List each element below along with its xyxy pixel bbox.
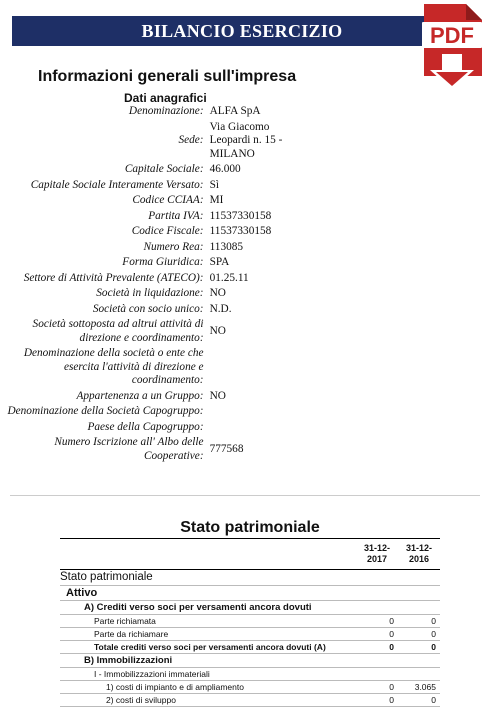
balance-sheet-row xyxy=(60,628,440,641)
balance-sheet-row xyxy=(60,601,440,615)
document-banner: BILANCIO ESERCIZIO xyxy=(12,16,472,46)
info-value xyxy=(210,420,300,436)
balance-sheet-value-2017 xyxy=(356,668,398,681)
info-label: Capitale Sociale Interamente Versato: xyxy=(30,178,204,191)
info-value: NO xyxy=(209,324,226,337)
info-label: Codice CCIAA: xyxy=(132,194,204,206)
info-value: ALFA SpA xyxy=(209,105,261,117)
info-row xyxy=(0,302,300,318)
info-label: Codice Fiscale: xyxy=(131,225,204,237)
info-label: Società in liquidazione: xyxy=(96,287,204,299)
info-label: Denominazione della società o ente che esercita l'attività di direzione e coordinamento: xyxy=(23,347,204,386)
info-label: Capitale Sociale: xyxy=(124,163,204,175)
balance-sheet-value-2017 xyxy=(356,601,398,615)
balance-sheet-row-label: Parte da richiamare xyxy=(60,628,356,641)
header-spacer xyxy=(60,539,356,570)
balance-sheet-value-2017: 0 xyxy=(356,694,398,707)
info-value: Sì xyxy=(209,178,219,191)
info-label: Settore di Attività Prevalente (ATECO): xyxy=(23,271,204,284)
info-label: Numero Iscrizione all' Albo delle Cooperative: xyxy=(54,436,204,462)
balance-sheet-row xyxy=(60,681,440,694)
balance-sheet-row-label: 1) costi di impianto e di ampliamento xyxy=(60,681,356,694)
info-value: MI xyxy=(209,194,224,206)
balance-sheet-value-2016: 3.065 xyxy=(398,681,440,694)
info-label: Denominazione: xyxy=(128,105,204,117)
balance-sheet-row xyxy=(60,694,440,707)
balance-sheet-row xyxy=(60,615,440,628)
balance-sheet-row xyxy=(60,641,440,654)
balance-sheet-value-2017 xyxy=(356,586,398,601)
section-divider xyxy=(10,495,480,496)
balance-sheet-value-2017: 0 xyxy=(356,628,398,641)
balance-sheet-row-label: B) Immobilizzazioni xyxy=(60,654,356,668)
info-label: Forma Giuridica: xyxy=(122,256,204,268)
balance-sheet-row-label: Totale crediti verso soci per versamenti ancora dovuti (A) xyxy=(60,641,356,654)
balance-sheet-value-2016 xyxy=(398,601,440,615)
registry-data-table xyxy=(0,104,300,464)
info-row xyxy=(0,255,300,271)
balance-sheet-row xyxy=(60,586,440,601)
info-label: Appartenenza a un Gruppo: xyxy=(76,389,204,402)
column-year-2017: 31-12-2017 xyxy=(356,539,398,570)
info-value: 46.000 xyxy=(209,163,241,175)
info-row xyxy=(0,346,300,389)
balance-sheet-value-2016: 0 xyxy=(398,615,440,628)
balance-sheet-row-label: 2) costi di sviluppo xyxy=(60,694,356,707)
info-value: 11537330158 xyxy=(209,225,272,237)
pdf-icon-label: PDF xyxy=(430,23,474,48)
info-row xyxy=(0,178,300,194)
balance-sheet-value-2016 xyxy=(398,570,440,586)
info-label: Numero Rea: xyxy=(143,240,204,253)
balance-sheet-value-2017 xyxy=(356,570,398,586)
info-row xyxy=(0,224,300,240)
balance-sheet-row-label: Parte richiamata xyxy=(60,615,356,628)
balance-sheet-value-2016: 0 xyxy=(398,694,440,707)
info-value: 01.25.11 xyxy=(209,271,249,284)
info-row xyxy=(0,389,300,405)
info-value xyxy=(210,346,300,389)
balance-sheet-row xyxy=(60,654,440,668)
balance-sheet-value-2017: 0 xyxy=(356,641,398,654)
info-label: Partita IVA: xyxy=(148,209,204,222)
info-row xyxy=(0,162,300,178)
registry-data-subtitle: Dati anagrafici xyxy=(124,91,207,105)
info-row xyxy=(0,420,300,436)
balance-sheet-value-2016 xyxy=(398,586,440,601)
info-value: NO xyxy=(209,287,226,299)
balance-sheet-value-2017: 0 xyxy=(356,615,398,628)
balance-sheet-row xyxy=(60,668,440,681)
info-row xyxy=(0,240,300,256)
info-row xyxy=(0,209,300,225)
balance-sheet-value-2016: 0 xyxy=(398,641,440,654)
info-value xyxy=(210,404,300,420)
info-row xyxy=(0,104,300,120)
balance-sheet-row-label: Stato patrimoniale xyxy=(60,570,356,586)
pdf-download-icon[interactable] xyxy=(418,2,486,92)
info-value: 777568 xyxy=(209,442,244,455)
info-label: Denominazione della Società Capogruppo: xyxy=(7,405,204,417)
info-row xyxy=(0,435,300,464)
info-value: SPA xyxy=(209,256,230,268)
general-info-title: Informazioni generali sull'impresa xyxy=(38,68,297,85)
balance-sheet-header-row xyxy=(60,539,440,570)
info-label: Sede: xyxy=(178,134,204,146)
info-row xyxy=(0,193,300,209)
balance-sheet-value-2017 xyxy=(356,654,398,668)
info-row xyxy=(0,271,300,287)
info-row xyxy=(0,120,300,163)
balance-sheet-row-label: I - Immobilizzazioni immateriali xyxy=(60,668,356,681)
info-value: 11537330158 xyxy=(209,209,272,222)
info-label: Paese della Capogruppo: xyxy=(87,420,204,433)
info-row xyxy=(0,404,300,420)
info-row xyxy=(0,286,300,302)
info-value: NO xyxy=(209,389,226,402)
balance-sheet-value-2016 xyxy=(398,654,440,668)
balance-sheet-title: Stato patrimoniale xyxy=(180,519,320,536)
balance-sheet-row-label: A) Crediti verso soci per versamenti ancora dovuti xyxy=(60,601,356,615)
info-value: Via Giacomo Leopardi n. 15 - MILANO xyxy=(209,120,283,160)
info-label: Società sottoposta ad altrui attività di direzione e coordinamento: xyxy=(32,318,204,344)
info-row xyxy=(0,317,300,346)
balance-sheet-value-2016: 0 xyxy=(398,628,440,641)
column-year-2016: 31-12-2016 xyxy=(398,539,440,570)
info-value: 113085 xyxy=(209,240,244,253)
balance-sheet-row xyxy=(60,570,440,586)
balance-sheet-value-2016 xyxy=(398,668,440,681)
balance-sheet-value-2017: 0 xyxy=(356,681,398,694)
info-value: N.D. xyxy=(209,302,232,315)
balance-sheet-row-label: Attivo xyxy=(60,586,356,601)
balance-sheet-table xyxy=(60,538,440,707)
info-label: Società con socio unico: xyxy=(92,302,204,315)
